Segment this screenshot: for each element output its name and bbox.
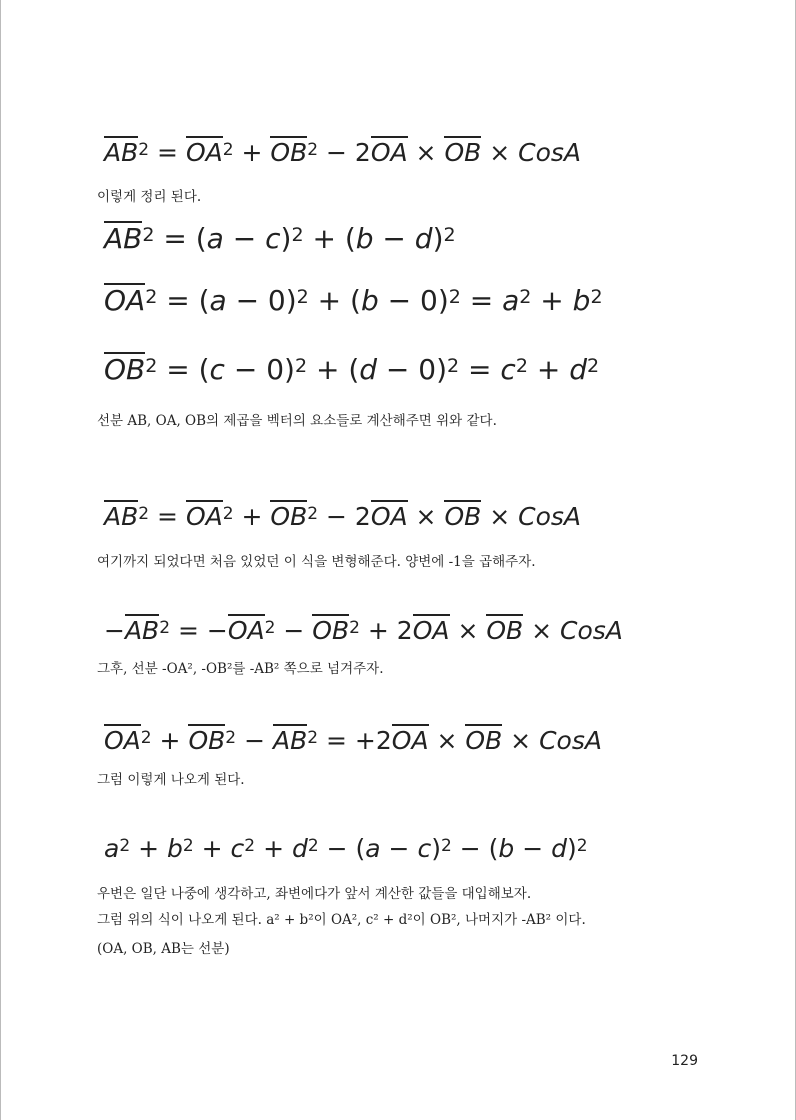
equation-ab-squared: $AB^2 = (a - c)^2 + (b - d)^2$ <box>104 222 456 255</box>
page-edge-left <box>0 0 1 1120</box>
equation-ob-squared: $OB^2 = (c - 0)^2 + (d - 0)^2 = c^2 + d^2$ <box>104 353 600 386</box>
paragraph: 그후, 선분 -OA², -OB²를 -AB² 쪽으로 넘겨주자. <box>97 661 384 677</box>
paragraph: 이렇게 정리 된다. <box>97 189 202 205</box>
equation-law-of-cosines-repeat: $AB^2 = OA^2 + OB^2 - 2OA$ × OB × CosA <box>104 502 582 531</box>
equation-law-of-cosines: $AB^2 = OA^2 + OB^2 - 2OA$ × OB × CosA <box>104 138 582 167</box>
paragraph: 여기까지 되었다면 처음 있었던 이 식을 변형해준다. 양변에 -1을 곱해주자. <box>97 554 536 570</box>
paragraph: 선분 AB, OA, OB의 제곱을 벡터의 요소들로 계산해주면 위와 같다. <box>97 413 497 429</box>
page-number: 129 <box>671 1053 698 1069</box>
paragraph: (OA, OB, AB는 선분) <box>97 941 230 957</box>
equation-substituted: $a^2 + b^2 + c^2 + d^2 - (a - c)^2 - (b - d)^2$ <box>104 834 588 863</box>
paragraph: 그럼 위의 식이 나오게 된다. a² + b²이 OA², c² + d²이 OB², 나머지가 -AB² 이다. <box>97 912 586 928</box>
equation-oa-squared: $OA^2 = (a - 0)^2 + (b - 0)^2 = a^2 + b^2$ <box>104 284 603 317</box>
equation-rearranged: $OA^2 + OB^2 - AB^2 = +2OA$ × OB × CosA <box>104 726 602 755</box>
paragraph: 그럼 이렇게 나오게 된다. <box>97 772 245 788</box>
equation-negated: $-AB^2 = -OA^2 - OB^2 + 2OA$ × OB × CosA <box>104 616 623 645</box>
paragraph: 우변은 일단 나중에 생각하고, 좌변에다가 앞서 계산한 값들을 대입해보자. <box>97 886 532 902</box>
